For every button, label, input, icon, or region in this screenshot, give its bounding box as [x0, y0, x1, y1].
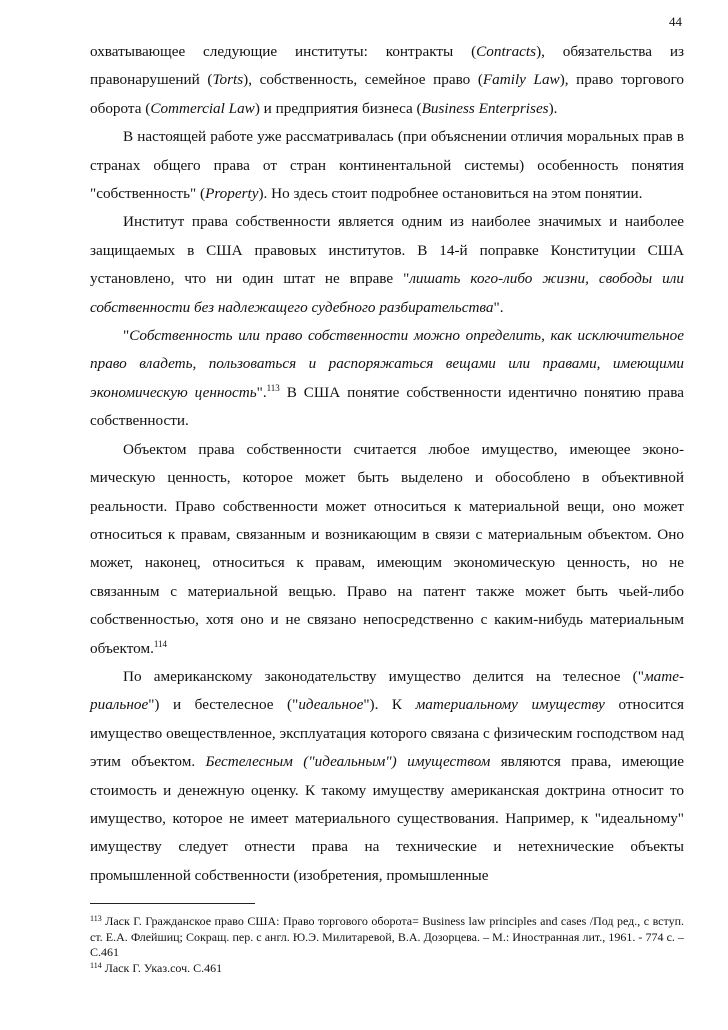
italic-text: материальное — [90, 667, 684, 714]
italic-text: Собственность или право собственности можно определить, как исключительное право владеть, пользоваться и распоряжаться вещами или правами, имеющими экономическую ценность — [90, 327, 684, 401]
text-run: ". — [256, 383, 267, 401]
text-run: ). — [548, 99, 558, 117]
text-run: являются права, имеющие стоимость и денежную оценку. К такому имуществу американская доктрина относит то имущество, которое не имеет материального существования. Например, к "идеальному" имуществу следует отнести права на технические и нетехнические объекты промышленной собственности (изобретения, промышленные — [90, 753, 684, 884]
italic-text: лишать кого-либо жизни, свободы или собственности без надлежащего судебного разбирательства — [90, 270, 684, 316]
text-run: По американскому законодательству имущество делится на телесное (" — [123, 667, 644, 685]
footnote — [90, 961, 684, 977]
italic-text: Бестелесным ("идеальным") имуществом — [205, 753, 491, 771]
paragraph — [90, 322, 684, 436]
footnote-number: 113 — [90, 914, 102, 923]
paragraph — [90, 436, 684, 663]
text-run: ") и бестелесное (" — [148, 696, 299, 714]
italic-text: Business Enterprises — [421, 99, 549, 117]
footnote-separator — [90, 903, 255, 904]
footnote-text: Ласк Г. Указ.соч. С.461 — [101, 960, 223, 975]
text-run: В настоящей работе уже рассматривалась (при объяснении отличия моральных прав в странах общего права от стран континентальной системы) особенность понятия "собственность" ( — [90, 128, 684, 203]
paragraph — [90, 123, 684, 208]
paragraph — [90, 38, 684, 123]
italic-text: материальному имуществу — [415, 696, 605, 714]
text-run: ), собственность, семейное право ( — [243, 71, 483, 89]
text-run: ), право торгового оборота ( — [90, 71, 685, 117]
text-run: ) и предприятия бизнеса ( — [254, 99, 422, 117]
text-run: ). Но здесь стоит подробнее остановиться на этом понятии. — [258, 185, 643, 203]
footnotes — [90, 914, 684, 976]
text-run: Объектом права собственности считается любое имущество, имеющее экономическую ценность, которое может быть выделено и обособлено в объективной реальности. Право собственности может относиться к материальной вещи, оно может относиться к правам, связанным и возникающим в связи с материальным объектом. Оно может, наконец, относиться к правам, имеющим экономическую ценность, но не связанным с материальной вещью. Право на патент также может быть чьей-либо собственностью, хотя оно и не связано непосредственно с каким-нибудь материальным объектом. — [90, 440, 684, 657]
paragraph — [90, 663, 684, 890]
page-number: 44 — [669, 14, 682, 29]
text-run: " — [123, 327, 130, 345]
footnote-text: Ласк Г. Гражданское право США: Право торгового оборота= Business law principles and cases /Под ред., с вступ. ст. Е.А. Флейшиц; Сокращ. пер. с англ. Ю.Э. Милитаревой, В.А. Дозорцева. – М.: Иностранная лит., 1961. - 774 с. – С.461 — [90, 914, 684, 959]
italic-text: Property — [205, 185, 259, 203]
italic-text: Torts — [212, 71, 244, 89]
text-run: охватывающее следующие институты: контракты ( — [90, 43, 477, 60]
text-run: ), обязательства из правонарушений ( — [90, 43, 685, 89]
italic-text: Contracts — [476, 43, 537, 60]
italic-text: Family Law — [482, 71, 560, 89]
body-text — [90, 38, 684, 890]
text-run: ". — [493, 298, 504, 316]
text-run: Институт права собственности является одним из наиболее значимых и наиболее защищаемых в США правовых институтов. В 14-й поправке Конституции США установлено, что ни один штат не вправе " — [90, 213, 684, 288]
text-run: относится имущество овеществленное, эксплуатация которого связана с физическим господством над этим объектом. — [90, 696, 684, 771]
text-run: "). К — [363, 696, 416, 714]
footnote — [90, 914, 684, 961]
italic-text: идеальное — [298, 696, 364, 714]
paragraph — [90, 208, 684, 322]
footnote-reference: 114 — [153, 638, 168, 649]
footnote-reference: 113 — [266, 382, 280, 393]
footnote-number: 114 — [90, 960, 102, 970]
italic-text: Commercial Law — [150, 99, 255, 117]
text-run: В США понятие собственности идентично понятию права собственности. — [90, 383, 684, 430]
